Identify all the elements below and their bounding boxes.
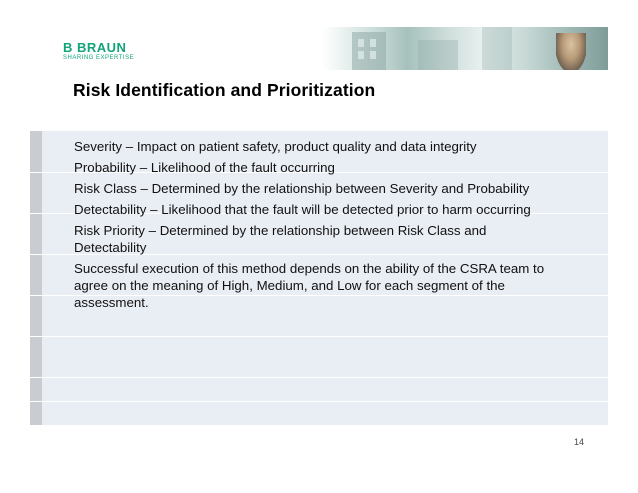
page-number: 14 (574, 437, 585, 447)
bullet-item: Severity – Impact on patient safety, product quality and data integrity (74, 139, 477, 154)
logo-tagline: SHARING EXPERTISE (63, 55, 135, 61)
slide-title: Risk Identification and Prioritization (73, 80, 376, 100)
panel-left-bar (30, 131, 42, 425)
bullet-item: Probability – Likelihood of the fault occurring (74, 160, 335, 175)
bullet-item: Risk Class – Determined by the relationship between Severity and Probability (74, 181, 530, 196)
logo-brand: B BRAUN (63, 40, 127, 55)
bullet-item: Detectability – Likelihood that the fault will be detected prior to harm occurring (74, 202, 531, 217)
person-photo (556, 33, 586, 70)
bullet-list (74, 138, 554, 315)
bbraun-logo (63, 41, 134, 61)
bullet-item: Successful execution of this method depends on the ability of the CSRA team to agree on the meaning of High, Medium, and Low for each segment of the assessment. (74, 261, 545, 310)
header-banner-image (322, 27, 608, 70)
bullet-item: Risk Priority – Determined by the relationship between Risk Class and Detectability (74, 223, 487, 255)
